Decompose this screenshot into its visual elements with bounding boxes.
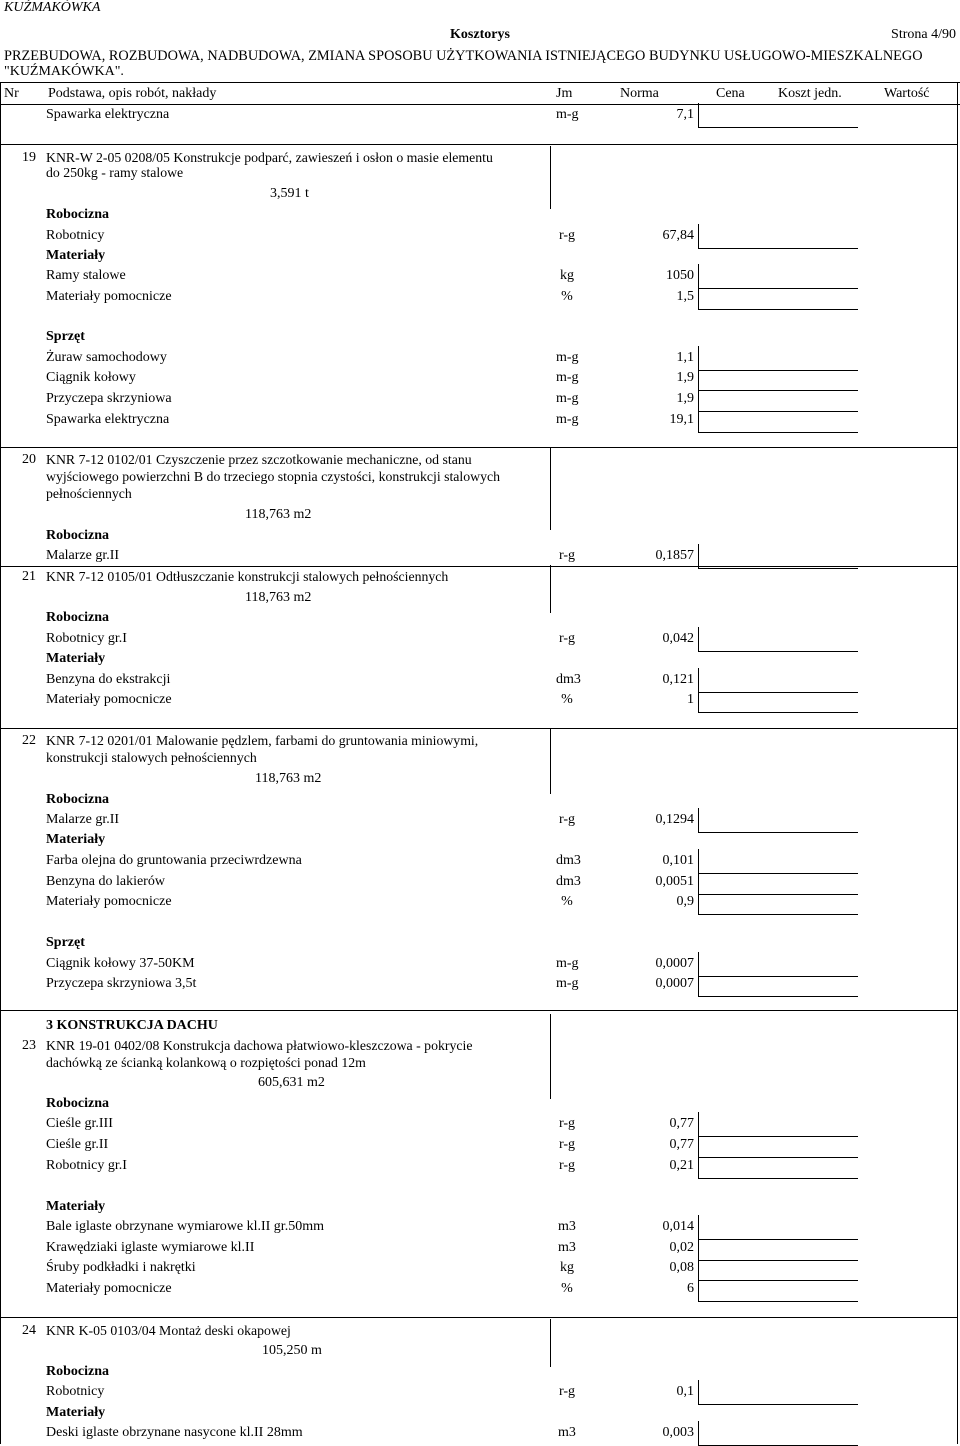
- section-title-robocizna: Robocizna: [46, 1364, 109, 1379]
- norm-cell-rule: [698, 568, 858, 569]
- item-name: Krawędziaki iglaste wymiarowe kl.II: [46, 1240, 255, 1255]
- position-description: KNR 7-12 0105/01 Odtłuszczanie konstrukcji stalowych pełnościennych: [46, 569, 449, 584]
- norm-cell-rule: [698, 832, 858, 833]
- item-unit: m-g: [556, 391, 579, 406]
- header-top-rule: [0, 82, 960, 83]
- item-unit: kg: [560, 1260, 574, 1275]
- position-description: KNR 7-12 0102/01 Czyszczenie przez szczotkowanie mechaniczne, od stanu: [46, 452, 472, 467]
- header-bottom-rule: [0, 104, 960, 105]
- norm-cell-rule: [698, 1301, 858, 1302]
- norm-cell-rule: [698, 1157, 858, 1158]
- section-title-materiały: Materiały: [46, 1199, 106, 1214]
- item-name: Malarze gr.II: [46, 548, 120, 563]
- item-norm: 0,101: [662, 853, 694, 868]
- norm-cell-rule: [698, 390, 858, 391]
- item-name: Robotnicy gr.I: [46, 1158, 127, 1173]
- item-unit: r-g: [558, 548, 576, 563]
- position-quantity: 3,591 t: [270, 186, 309, 201]
- item-norm: 0,121: [662, 672, 694, 687]
- unit-col-divider: [550, 1319, 551, 1367]
- item-name: Cieśle gr.II: [46, 1137, 109, 1152]
- project-name-line2: "KUŹMAKÓWKA".: [4, 64, 124, 79]
- item-name: Żuraw samochodowy: [46, 350, 167, 365]
- item-norm: 0,77: [669, 1137, 694, 1152]
- norm-cell-divider: [698, 627, 699, 651]
- norm-cell-rule: [698, 1404, 858, 1405]
- item-unit: r-g: [558, 1137, 576, 1152]
- item-unit: dm3: [556, 672, 581, 687]
- item-name: Materiały pomocnicze: [46, 1281, 172, 1296]
- section-title-materiały: Materiały: [46, 832, 106, 847]
- item-unit: m-g: [556, 350, 579, 365]
- section-title-robocizna: Robocizna: [46, 528, 109, 543]
- item-name: Ciągnik kołowy: [46, 370, 136, 385]
- item-unit: %: [561, 894, 573, 909]
- item-name: Robotnicy: [46, 1384, 105, 1399]
- item-norm: 0,1294: [655, 812, 694, 827]
- item-norm: 0,9: [676, 894, 694, 909]
- norm-cell-divider: [698, 972, 699, 996]
- item-name: Spawarka elektryczna: [46, 412, 170, 427]
- section-title-robocizna: Robocizna: [46, 207, 109, 222]
- item-norm: 0,0007: [655, 976, 694, 991]
- item-norm: 1,9: [676, 370, 694, 385]
- section-title-robocizna: Robocizna: [46, 792, 109, 807]
- row-separator: [0, 566, 957, 567]
- norm-cell-rule: [698, 288, 858, 289]
- position-number: 20: [22, 452, 36, 467]
- position-quantity: 118,763 m2: [255, 771, 322, 786]
- norm-cell-rule: [698, 651, 858, 652]
- item-name: Materiały pomocnicze: [46, 289, 172, 304]
- norm-cell-divider: [698, 285, 699, 309]
- item-norm: 0,21: [669, 1158, 694, 1173]
- position-description: wyjściowego powierzchni B do trzeciego stopnia czystości, konstrukcji stalowych: [46, 469, 501, 484]
- position-description: pełnościennych: [46, 486, 132, 501]
- norm-cell-divider: [698, 1154, 699, 1178]
- norm-cell-rule: [698, 1178, 858, 1179]
- item-name: Benzyna do lakierów: [46, 874, 165, 889]
- item-unit: m3: [558, 1425, 576, 1440]
- norm-cell-divider: [698, 1380, 699, 1404]
- norm-cell-divider: [698, 890, 699, 914]
- item-name: Malarze gr.II: [46, 812, 120, 827]
- norm-cell-divider: [698, 224, 699, 248]
- norm-cell-rule: [698, 873, 858, 874]
- column-header-5: Koszt jedn.: [778, 86, 842, 101]
- item-norm: 1,1: [676, 350, 694, 365]
- item-norm: 0,0051: [655, 874, 694, 889]
- item-unit: m3: [558, 1240, 576, 1255]
- unit-col-divider: [550, 565, 551, 613]
- chapter-title: 3 KONSTRUKCJA DACHU: [46, 1018, 218, 1033]
- page-number: Strona 4/90: [891, 27, 956, 42]
- item-unit: m3: [558, 1219, 576, 1234]
- norm-cell-rule: [698, 248, 858, 249]
- unit-col-divider: [550, 448, 551, 530]
- position-quantity: 605,631 m2: [258, 1075, 325, 1090]
- norm-cell-divider: [698, 1421, 699, 1445]
- item-unit: m-g: [556, 976, 579, 991]
- norm-cell-rule: [698, 411, 858, 412]
- item-unit: r-g: [558, 812, 576, 827]
- section-title-materiały: Materiały: [46, 248, 106, 263]
- column-header-1: Podstawa, opis robót, nakłady: [48, 86, 217, 101]
- column-header-3: Norma: [620, 86, 659, 101]
- position-description: konstrukcji stalowych pełnościennych: [46, 750, 257, 765]
- item-norm: 1: [687, 692, 694, 707]
- item-name: Spawarka elektryczna: [46, 107, 170, 122]
- position-description: KNR 19-01 0402/08 Konstrukcja dachowa płatwiowo-kleszczowa - pokrycie: [46, 1038, 473, 1053]
- norm-cell-rule: [698, 127, 858, 128]
- column-header-4: Cena: [716, 86, 745, 101]
- item-unit: dm3: [556, 874, 581, 889]
- item-unit: m-g: [556, 107, 579, 122]
- item-norm: 6: [687, 1281, 694, 1296]
- position-number: 22: [22, 733, 36, 748]
- item-unit: r-g: [558, 228, 576, 243]
- norm-cell-rule: [698, 1239, 858, 1240]
- column-header-2: Jm: [556, 86, 573, 101]
- item-unit: m-g: [556, 412, 579, 427]
- position-description: do 250kg - ramy stalowe: [46, 165, 184, 180]
- row-separator: [0, 1010, 957, 1011]
- section-title-sprzęt: Sprzęt: [46, 935, 85, 950]
- section-title-materiały: Materiały: [46, 651, 106, 666]
- unit-col-divider: [550, 729, 551, 794]
- norm-cell-divider: [698, 808, 699, 832]
- position-number: 24: [22, 1323, 36, 1338]
- item-norm: 0,042: [662, 631, 694, 646]
- norm-cell-rule: [698, 914, 858, 915]
- table-left-border: [0, 82, 1, 1444]
- norm-cell-rule: [698, 370, 858, 371]
- table-right-border: [957, 82, 958, 1444]
- item-name: Przyczepa skrzyniowa: [46, 391, 172, 406]
- norm-cell-divider: [698, 544, 699, 568]
- item-unit: r-g: [558, 1158, 576, 1173]
- item-unit: m-g: [556, 370, 579, 385]
- item-name: Deski iglaste obrzynane nasycone kl.II 28mm: [46, 1425, 303, 1440]
- section-title-robocizna: Robocizna: [46, 1096, 109, 1111]
- document-title: Kosztorys: [450, 27, 510, 42]
- norm-cell-rule: [698, 1280, 858, 1281]
- row-separator: [0, 144, 957, 145]
- unit-col-divider: [550, 146, 551, 209]
- item-norm: 0,08: [669, 1260, 694, 1275]
- position-quantity: 118,763 m2: [245, 590, 312, 605]
- section-title-materiały: Materiały: [46, 1405, 106, 1420]
- item-norm: 1,9: [676, 391, 694, 406]
- norm-cell-rule: [698, 712, 858, 713]
- item-name: Robotnicy gr.I: [46, 631, 127, 646]
- position-number: 23: [22, 1038, 36, 1053]
- column-header-0: Nr: [4, 86, 19, 101]
- item-unit: m-g: [556, 956, 579, 971]
- item-unit: r-g: [558, 1116, 576, 1131]
- item-name: Bale iglaste obrzynane wymiarowe kl.II gr.50mm: [46, 1219, 324, 1234]
- norm-cell-divider: [698, 408, 699, 432]
- item-name: Materiały pomocnicze: [46, 894, 172, 909]
- item-name: Cieśle gr.III: [46, 1116, 113, 1131]
- item-norm: 1,5: [676, 289, 694, 304]
- position-quantity: 105,250 m: [262, 1343, 322, 1358]
- row-separator: [0, 728, 957, 729]
- position-number: 19: [22, 150, 36, 165]
- row-separator: [0, 1317, 957, 1318]
- item-name: Materiały pomocnicze: [46, 692, 172, 707]
- item-unit: %: [561, 1281, 573, 1296]
- item-name: Ramy stalowe: [46, 268, 126, 283]
- item-unit: %: [561, 692, 573, 707]
- norm-cell-rule: [698, 309, 858, 310]
- unit-col-divider: [550, 1014, 551, 1099]
- item-unit: %: [561, 289, 573, 304]
- item-name: Benzyna do ekstrakcji: [46, 672, 171, 687]
- item-norm: 0,014: [662, 1219, 694, 1234]
- norm-cell-rule: [698, 432, 858, 433]
- position-number: 21: [22, 569, 36, 584]
- item-name: Ciągnik kołowy 37-50KM: [46, 956, 195, 971]
- position-description: KNR 7-12 0201/01 Malowanie pędzlem, farbami do gruntowania miniowymi,: [46, 733, 479, 748]
- row-separator: [0, 447, 957, 448]
- item-name: Śruby podkładki i nakrętki: [46, 1260, 196, 1275]
- item-norm: 67,84: [662, 228, 694, 243]
- position-description: KNR K-05 0103/04 Montaż deski okapowej: [46, 1323, 291, 1338]
- norm-cell-rule: [698, 692, 858, 693]
- position-description: KNR-W 2-05 0208/05 Konstrukcje podparć, zawieszeń i osłon o masie elementu: [46, 150, 493, 165]
- position-quantity: 118,763 m2: [245, 507, 312, 522]
- position-description: dachówką ze ścianką kolankową o rozpiętości ponad 12m: [46, 1055, 366, 1070]
- item-norm: 0,1857: [655, 548, 694, 563]
- item-norm: 0,003: [662, 1425, 694, 1440]
- item-norm: 0,02: [669, 1240, 694, 1255]
- section-title-robocizna: Robocizna: [46, 610, 109, 625]
- item-unit: kg: [560, 268, 574, 283]
- item-name: Robotnicy: [46, 228, 105, 243]
- item-unit: dm3: [556, 853, 581, 868]
- item-norm: 0,77: [669, 1116, 694, 1131]
- item-unit: r-g: [558, 1384, 576, 1399]
- column-header-6: Wartość: [884, 86, 930, 101]
- item-norm: 19,1: [669, 412, 694, 427]
- norm-cell-rule: [698, 1136, 858, 1137]
- item-norm: 0,0007: [655, 956, 694, 971]
- item-name: Farba olejna do gruntowania przeciwrdzewna: [46, 853, 302, 868]
- item-norm: 1050: [666, 268, 694, 283]
- project-code: KUŹMAKÓWKA: [4, 0, 101, 15]
- norm-cell-divider: [698, 103, 699, 127]
- norm-cell-rule: [698, 976, 858, 977]
- norm-cell-rule: [698, 996, 858, 997]
- norm-cell-divider: [698, 1277, 699, 1301]
- section-title-sprzęt: Sprzęt: [46, 329, 85, 344]
- item-unit: r-g: [558, 631, 576, 646]
- norm-cell-divider: [698, 688, 699, 712]
- item-norm: 7,1: [676, 107, 694, 122]
- item-norm: 0,1: [676, 1384, 694, 1399]
- project-name-line1: PRZEBUDOWA, ROZBUDOWA, NADBUDOWA, ZMIANA SPOSOBU UŻYTKOWANIA ISTNIEJĄCEGO BUDYNKU USŁUGOWO-MIESZKALNEGO: [4, 48, 923, 64]
- item-name: Przyczepa skrzyniowa 3,5t: [46, 976, 197, 991]
- norm-cell-rule: [698, 1260, 858, 1261]
- norm-cell-rule: [698, 894, 858, 895]
